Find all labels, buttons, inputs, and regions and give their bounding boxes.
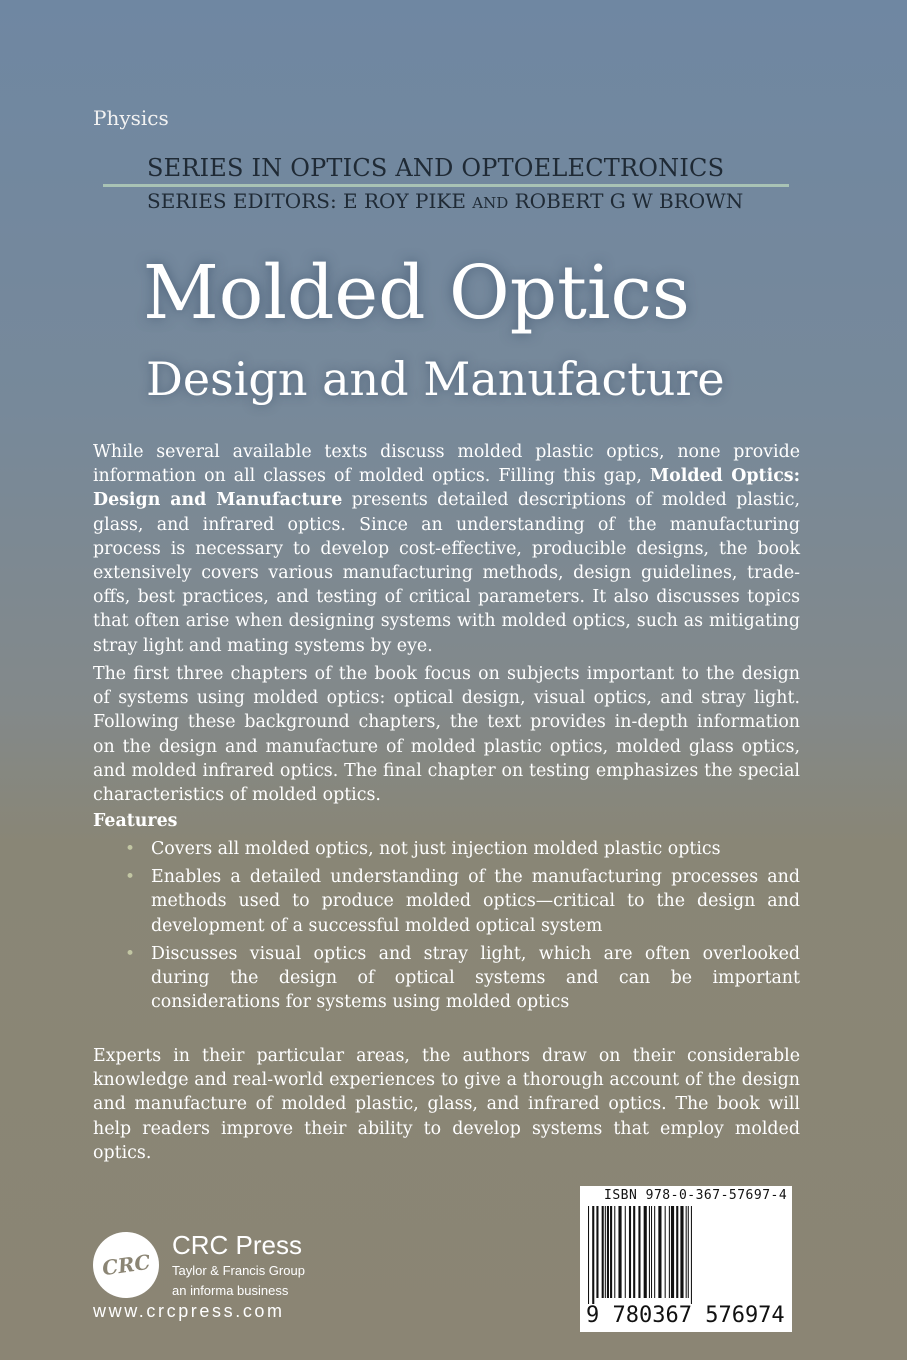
barcode-bar: [618, 1206, 621, 1298]
barcode-bar: [629, 1206, 631, 1298]
barcode-bar: [607, 1206, 609, 1298]
bullet-icon: •: [125, 943, 136, 964]
barcode-bar: [676, 1206, 678, 1298]
barcode-bar: [654, 1206, 655, 1298]
feature-item: [123, 837, 800, 861]
barcode-bar: [633, 1206, 635, 1298]
barcode-bar: [680, 1206, 683, 1298]
barcode-bar: [614, 1206, 615, 1298]
publisher-name: CRC Press: [172, 1230, 303, 1260]
features-list: [123, 837, 800, 1018]
bullet-icon: •: [125, 867, 136, 888]
barcode-bar: [602, 1206, 604, 1298]
series-editors: [147, 189, 743, 213]
crc-logo-text: CRC: [100, 1249, 152, 1281]
barcode-bar: [671, 1206, 674, 1298]
bullet-icon: •: [125, 839, 136, 859]
editors-suffix: ROBERT G W BROWN: [514, 189, 744, 213]
barcode-bar: [691, 1206, 692, 1304]
p1-text-a: While several available texts discuss molded plastic optics, none provide information on all classes of molded optics. Filling this gap,: [93, 442, 800, 487]
description-paragraph-2: The first three chapters of the book focus on subjects important to the design of systems using molded optics: optical design, visual optics, and stray light. Following these background chapters, the text provides in-depth information on the design and manufacture of molded plastic optics, molded glass optics, and molded infrared optics. The final chapter on testing emphasizes the special characteristics of molded optics.: [93, 664, 800, 806]
barcode-bar: [605, 1206, 606, 1298]
p1-text-b: presents detailed descriptions of molded plastic, glass, and infrared optics. Since an understanding of the manufacturing process is necessary to develop cost-effective, producible designs, the book extensively covers various manufacturing methods, design guidelines, trade-offs, best practices, and testing of critical parameters. It also discusses topics that often arise when designing systems with molded optics, such as mitigating stray light and mating systems by eye.: [93, 490, 800, 656]
series-name: SERIES IN OPTICS AND OPTOELECTRONICS: [147, 154, 725, 182]
barcode-bar: [658, 1206, 661, 1298]
feature-item: [123, 942, 800, 1015]
subject-label: Physics: [93, 106, 169, 130]
barcode-bar: [625, 1206, 626, 1298]
barcode-bar: [649, 1206, 650, 1298]
crc-logo-icon: [93, 1232, 159, 1298]
feature-text: Enables a detailed understanding of the manufacturing processes and methods used to produce molded optics—critical to the design and development of a successful molded optical system: [151, 867, 800, 936]
editors-prefix: SERIES EDITORS: E ROY PIKE: [147, 189, 466, 213]
book-subtitle: Design and Manufacture: [146, 352, 725, 406]
barcode-bar: [644, 1206, 647, 1298]
barcode-bars: [586, 1206, 786, 1304]
barcode-bar: [638, 1206, 640, 1298]
p1-bold-title: Molded Optics: Design and Manufacture: [93, 466, 800, 511]
features-heading: Features: [93, 811, 178, 831]
editors-and: AND: [472, 194, 509, 212]
barcode-bar: [596, 1206, 598, 1298]
barcode-bar: [669, 1206, 670, 1298]
barcode-bar: [686, 1206, 687, 1298]
feature-text: Covers all molded optics, not just injection molded plastic optics: [151, 839, 721, 859]
description-paragraph-3: Experts in their particular areas, the authors draw on their considerable knowledge and real-world experiences to give a thorough account of the design and manufacture of molded plastic, glass, and infrared optics. The book will help readers improve their ability to develop systems that employ molded optics.: [93, 1046, 800, 1163]
barcode-bar: [610, 1206, 612, 1298]
barcode-bar: [665, 1206, 666, 1298]
barcode-bar: [588, 1206, 589, 1304]
barcode-bar: [592, 1206, 594, 1304]
feature-text: Discusses visual optics and stray light, which are often overlooked during the design of optical systems and can be important considerations for systems using molded optics: [151, 943, 800, 1013]
feature-item: [123, 865, 800, 938]
series-divider: [103, 184, 789, 187]
description-paragraph-1: [93, 440, 800, 658]
book-title: Molded Optics: [143, 250, 690, 336]
barcode-number: 9 780367 576974: [586, 1303, 785, 1328]
barcode-bar: [688, 1206, 689, 1298]
isbn-label: ISBN 978-0-367-57697-4: [604, 1188, 788, 1203]
publisher-informa: an informa business: [172, 1283, 289, 1298]
publisher-group: Taylor & Francis Group: [172, 1263, 305, 1278]
publisher-website: www.crcpress.com: [93, 1301, 285, 1321]
barcode-bar: [651, 1206, 652, 1298]
